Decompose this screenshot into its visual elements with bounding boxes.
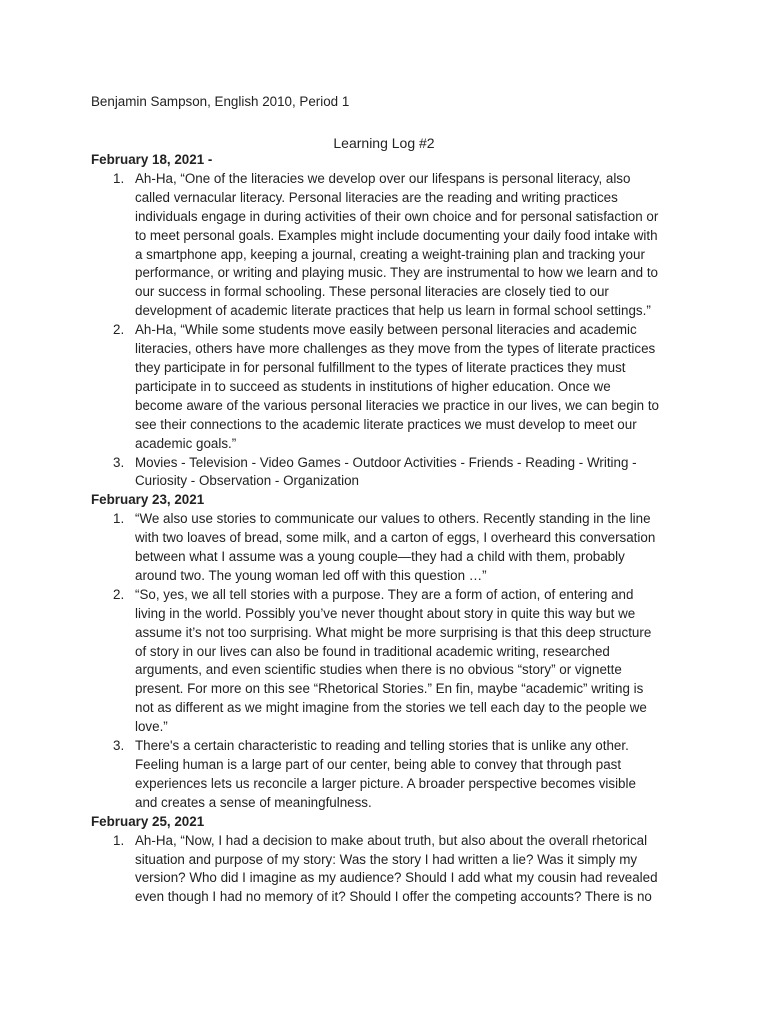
entry-text-line: experiences lets us reconcile a larger picture. A broader perspective becomes visible xyxy=(135,775,636,791)
log-entry xyxy=(91,454,681,492)
log-date-heading: February 23, 2021 xyxy=(91,492,205,508)
entry-text-line: living in the world. Possibly you’ve never thought about story in quite this way but we xyxy=(135,605,636,621)
log-entry-list xyxy=(91,832,691,908)
entry-text-line: even though I had no memory of it? Should I offer the competing accounts? There is no xyxy=(135,889,652,905)
entry-text-line: Feeling human is a large part of our center, being able to convey that through past xyxy=(135,757,622,772)
entry-text-line: not as different as we might imagine from the stories we tell each day to the people we xyxy=(135,700,647,716)
log-date-heading: February 18, 2021 - xyxy=(91,152,213,167)
log-entry-list xyxy=(91,510,691,813)
log-entry xyxy=(91,170,681,321)
entry-text-line: “So, yes, we all tell stories with a purpose. They are a form of action, of entering and xyxy=(135,586,634,602)
entry-number: 1. xyxy=(113,832,125,848)
entry-text-line: development of academic literate practices that help us learn in formal school settings.” xyxy=(135,303,651,319)
entry-text-line: see their connections to the academic literate practices we must develop to meet our xyxy=(135,416,637,432)
log-entry-list xyxy=(91,170,691,491)
entry-text-line: performance, or writing and playing music. They are instrumental to how we learn and to xyxy=(135,265,658,281)
log-entry xyxy=(91,832,681,908)
entry-text-line: assume it’s not too surprising. What might be more surprising is that this deep structure xyxy=(135,624,652,640)
entry-text-line: Ah-Ha, “While some students move easily between personal literacies and academic xyxy=(135,322,637,338)
entry-text-line: a smartphone app, keeping a journal, creating a weight-training plan and tracking your xyxy=(135,246,645,262)
log-entry xyxy=(91,510,681,586)
entry-number: 3. xyxy=(113,454,125,470)
entry-text-line: academic goals.” xyxy=(135,435,237,451)
log-entry xyxy=(91,737,681,813)
entry-number: 3. xyxy=(113,738,125,754)
entry-text-line: individuals engage in during activities of their own choice and for personal satisfaction or xyxy=(135,208,659,224)
entry-text-line: our success in formal schooling. These personal literacies are closely tied to our xyxy=(135,284,609,300)
entry-text-line: arguments, and even scientific studies when there is no obvious “story” or vignette xyxy=(135,662,622,678)
entry-text-line: Movies - Television - Video Games - Outdoor Activities - Friends - Reading - Writing - xyxy=(135,454,637,470)
entry-text-line: of story in our lives can also be found in traditional academic writing, researched xyxy=(135,643,610,659)
entry-text-line: love.” xyxy=(135,719,168,735)
log-entry xyxy=(91,586,681,737)
entry-text-line: to meet personal goals. Examples might include documenting your daily food intake with xyxy=(135,227,658,243)
entry-number: 1. xyxy=(113,170,125,186)
entry-text-line: around two. The young woman led off with this question …” xyxy=(135,567,487,583)
entry-text-line: present. For more on this see “Rhetorical Stories.” En fin, maybe “academic” writing is xyxy=(135,681,644,697)
author-header: Benjamin Sampson, English 2010, Period 1 xyxy=(91,94,350,109)
entry-text-line: There's a certain characteristic to reading and telling stories that is unlike any other. xyxy=(135,738,629,754)
entry-text-line: Ah-Ha, “Now, I had a decision to make about truth, but also about the overall rhetorical xyxy=(135,832,648,848)
entry-text-line: version? Who did I imagine as my audience? Should I add what my cousin had revealed xyxy=(135,870,658,886)
entry-text-line: called vernacular literacy. Personal literacies are the reading and writing practices xyxy=(135,189,618,205)
log-entry xyxy=(91,321,681,453)
entry-number: 1. xyxy=(113,511,125,527)
entry-text-line: “We also use stories to communicate our values to others. Recently standing in the line xyxy=(135,511,651,527)
document-title: Learning Log #2 xyxy=(333,135,435,151)
entry-number: 2. xyxy=(113,586,125,602)
entry-text-line: they participate in for personal fulfillment to the types of literate practices they must xyxy=(135,359,626,375)
log-content xyxy=(91,151,691,907)
entry-number: 2. xyxy=(113,322,125,338)
entry-text-line: become aware of the various personal literacies we practice in our lives, we can begin to xyxy=(135,397,659,413)
entry-text-line: literacies, others have more challenges as they move from the types of literate practices xyxy=(135,341,656,357)
entry-text-line: situation and purpose of my story: Was the story I had written a lie? Was it simply my xyxy=(135,851,638,867)
entry-text-line: with two loaves of bread, some milk, and a carton of eggs, I overheard this conversation xyxy=(135,530,656,546)
entry-text-line: Ah-Ha, “One of the literacies we develop over our lifespans is personal literacy, also xyxy=(135,170,631,186)
log-date-heading: February 25, 2021 xyxy=(91,813,205,829)
entry-text-line: participate in to succeed as students in institutions of higher education. Once we xyxy=(135,378,611,394)
entry-text-line: Curiosity - Observation - Organization xyxy=(135,473,360,489)
entry-text-line: between what I assume was a young couple—they had a child with them, probably xyxy=(135,549,625,565)
entry-text-line: and creates a sense of meaningfulness. xyxy=(135,794,372,810)
